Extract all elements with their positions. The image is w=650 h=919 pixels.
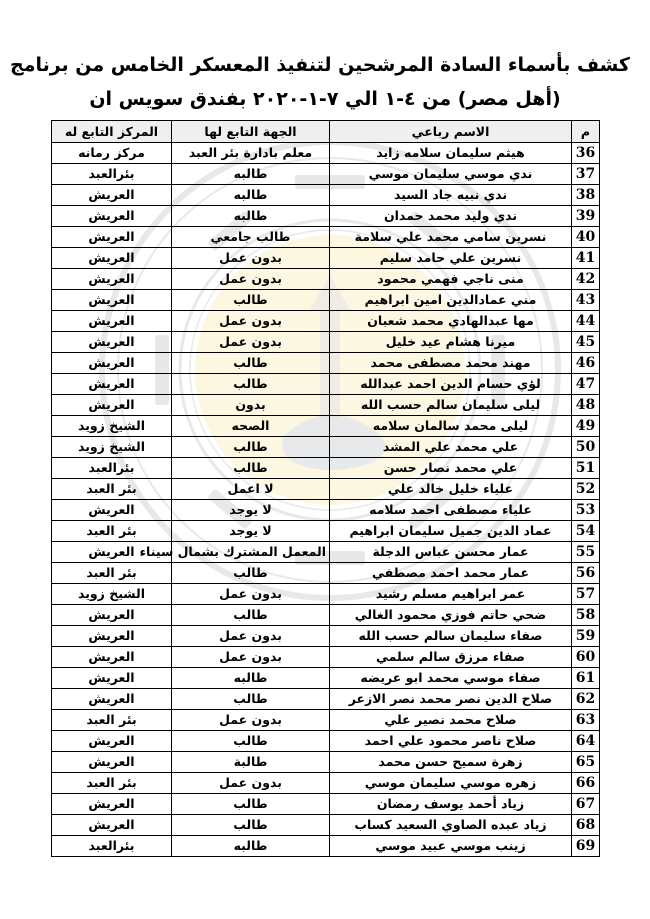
table-row xyxy=(52,563,600,584)
cell-name: صفاء مرزق سالم سلمي xyxy=(330,647,572,668)
table-row xyxy=(52,647,600,668)
cell-center: العريش xyxy=(52,605,172,626)
table-row xyxy=(52,332,600,353)
cell-dept: بدون عمل xyxy=(172,311,330,332)
cell-dept: طالبة xyxy=(172,752,330,773)
cell-name: صفاء سليمان سالم حسب الله xyxy=(330,626,572,647)
cell-center: العريش xyxy=(52,542,172,563)
table-row xyxy=(52,416,600,437)
cell-num: 54 xyxy=(572,521,600,542)
cell-name: عمار محمد احمد مصطفي xyxy=(330,563,572,584)
cell-dept: طالب xyxy=(172,815,330,836)
table-row xyxy=(52,836,600,857)
cell-center: بئر العبد xyxy=(52,479,172,500)
cell-num: 45 xyxy=(572,332,600,353)
cell-dept: طالب xyxy=(172,374,330,395)
cell-dept: طالب xyxy=(172,605,330,626)
table-row xyxy=(52,773,600,794)
table-row xyxy=(52,143,600,164)
cell-num: 38 xyxy=(572,185,600,206)
table-row xyxy=(52,521,600,542)
table-row xyxy=(52,374,600,395)
cell-dept: طالب جامعي xyxy=(172,227,330,248)
cell-num: 53 xyxy=(572,500,600,521)
cell-num: 46 xyxy=(572,353,600,374)
cell-num: 42 xyxy=(572,269,600,290)
cell-name: زياد عبده الصاوي السعيد كساب xyxy=(330,815,572,836)
cell-num: 44 xyxy=(572,311,600,332)
table-row xyxy=(52,395,600,416)
candidates-table xyxy=(51,120,600,857)
cell-name: ليلى محمد سالمان سلامه xyxy=(330,416,572,437)
cell-center: بئر العبد xyxy=(52,521,172,542)
cell-name: صلاح ناصر محمود علي احمد xyxy=(330,731,572,752)
table-row xyxy=(52,185,600,206)
cell-name: زينب موسي عبيد موسي xyxy=(330,836,572,857)
cell-dept: بدون عمل xyxy=(172,332,330,353)
cell-num: 37 xyxy=(572,164,600,185)
cell-dept: طالبه xyxy=(172,668,330,689)
cell-num: 60 xyxy=(572,647,600,668)
cell-dept: طالب xyxy=(172,290,330,311)
cell-name: ندي وليد محمد حمدان xyxy=(330,206,572,227)
cell-num: 36 xyxy=(572,143,600,164)
header-name: الاسم رباعي xyxy=(330,121,572,143)
cell-name: ضحي حاتم فوزي محمود الغالي xyxy=(330,605,572,626)
cell-num: 55 xyxy=(572,542,600,563)
cell-center: العريش xyxy=(52,794,172,815)
cell-num: 65 xyxy=(572,752,600,773)
table-row xyxy=(52,626,600,647)
cell-center: الشيخ زويد xyxy=(52,584,172,605)
cell-name: لؤي حسام الدين احمد عبدالله xyxy=(330,374,572,395)
cell-dept: طالبه xyxy=(172,206,330,227)
table-row xyxy=(52,311,600,332)
cell-dept: طالب xyxy=(172,794,330,815)
cell-center: الشيخ زويد xyxy=(52,437,172,458)
table-row xyxy=(52,710,600,731)
cell-center: بئرالعبد xyxy=(52,164,172,185)
cell-dept: بدون عمل xyxy=(172,626,330,647)
cell-num: 43 xyxy=(572,290,600,311)
cell-num: 47 xyxy=(572,374,600,395)
header-center: المركز التابع له xyxy=(52,121,172,143)
cell-name: صفاء موسي محمد ابو عريضه xyxy=(330,668,572,689)
cell-num: 40 xyxy=(572,227,600,248)
cell-center: العريش xyxy=(52,290,172,311)
cell-name: ندي موسي سليمان موسي xyxy=(330,164,572,185)
cell-center: بئر العبد xyxy=(52,773,172,794)
table-row xyxy=(52,269,600,290)
cell-center: العريش xyxy=(52,815,172,836)
table-row xyxy=(52,458,600,479)
cell-dept: بدون xyxy=(172,395,330,416)
cell-center: العريش xyxy=(52,731,172,752)
cell-dept: طالب xyxy=(172,731,330,752)
cell-dept: طالب xyxy=(172,689,330,710)
cell-center: العريش xyxy=(52,647,172,668)
cell-center: الشيخ زويد xyxy=(52,416,172,437)
cell-name: صلاح محمد نصير علي xyxy=(330,710,572,731)
cell-center: بئرالعبد xyxy=(52,458,172,479)
table-row xyxy=(52,731,600,752)
cell-num: 57 xyxy=(572,584,600,605)
cell-center: بئرالعبد xyxy=(52,836,172,857)
header-dept: الجهة التابع لها xyxy=(172,121,330,143)
cell-num: 49 xyxy=(572,416,600,437)
cell-name: ليلى سليمان سالم حسب الله xyxy=(330,395,572,416)
cell-num: 41 xyxy=(572,248,600,269)
cell-dept: لا اعمل xyxy=(172,479,330,500)
table-row xyxy=(52,164,600,185)
cell-num: 51 xyxy=(572,458,600,479)
cell-center: العريش xyxy=(52,395,172,416)
cell-dept: بدون عمل xyxy=(172,710,330,731)
cell-dept: لا يوجد xyxy=(172,500,330,521)
table-row xyxy=(52,437,600,458)
cell-num: 68 xyxy=(572,815,600,836)
cell-dept: الصحه xyxy=(172,416,330,437)
cell-dept: طالبه xyxy=(172,836,330,857)
page-title: كشف بأسماء السادة المرشحين لتنفيذ المعسكر الخامس من برنامج xyxy=(10,54,630,76)
cell-num: 50 xyxy=(572,437,600,458)
cell-name: نسرين علي حامد سليم xyxy=(330,248,572,269)
cell-dept: بدون عمل xyxy=(172,773,330,794)
cell-dept: طالب xyxy=(172,458,330,479)
cell-name: ميرنا هشام عيد خليل xyxy=(330,332,572,353)
cell-center: العريش xyxy=(52,185,172,206)
table-row xyxy=(52,689,600,710)
cell-dept: بدون عمل xyxy=(172,269,330,290)
table-row xyxy=(52,353,600,374)
table-row xyxy=(52,605,600,626)
table-row xyxy=(52,752,600,773)
cell-name: علي محمد نصار حسن xyxy=(330,458,572,479)
cell-num: 61 xyxy=(572,668,600,689)
cell-num: 63 xyxy=(572,710,600,731)
cell-num: 64 xyxy=(572,731,600,752)
cell-num: 67 xyxy=(572,794,600,815)
page-subtitle: (أهل مصر) من ٤-١ الي ٧-١-٢٠٢٠ بفندق سويس ان xyxy=(89,88,561,110)
cell-name: هيثم سليمان سلامه زايد xyxy=(330,143,572,164)
cell-dept: المعمل المشترك بشمال سيناء xyxy=(172,542,330,563)
table-row xyxy=(52,227,600,248)
cell-center: العريش xyxy=(52,206,172,227)
cell-dept: طالب xyxy=(172,353,330,374)
table-row xyxy=(52,206,600,227)
cell-name: زهرة سميح حسن محمد xyxy=(330,752,572,773)
cell-dept: بدون عمل xyxy=(172,584,330,605)
cell-num: 39 xyxy=(572,206,600,227)
cell-center: العريش xyxy=(52,227,172,248)
cell-num: 48 xyxy=(572,395,600,416)
cell-dept: طالب xyxy=(172,563,330,584)
cell-dept: طالبه xyxy=(172,185,330,206)
table-row xyxy=(52,500,600,521)
cell-num: 62 xyxy=(572,689,600,710)
cell-center: بئر العبد xyxy=(52,710,172,731)
cell-name: زياد أحمد يوسف رمضان xyxy=(330,794,572,815)
cell-name: علياء خليل خالد علي xyxy=(330,479,572,500)
table-row xyxy=(52,248,600,269)
cell-center: العريش xyxy=(52,353,172,374)
cell-dept: لا يوجد xyxy=(172,521,330,542)
cell-name: نسرين سامي محمد علي سلامة xyxy=(330,227,572,248)
cell-name: منى ناجي فهمي محمود xyxy=(330,269,572,290)
cell-center: مركز رمانه xyxy=(52,143,172,164)
header-num: م xyxy=(572,121,600,143)
table-row xyxy=(52,815,600,836)
cell-dept: بدون عمل xyxy=(172,647,330,668)
table-row xyxy=(52,794,600,815)
cell-name: علياء مصطفى احمد سلامه xyxy=(330,500,572,521)
cell-center: العريش xyxy=(52,626,172,647)
cell-center: العريش xyxy=(52,332,172,353)
table-row xyxy=(52,542,600,563)
cell-name: عماد الدين جميل سليمان ابراهيم xyxy=(330,521,572,542)
table-row xyxy=(52,668,600,689)
table-row xyxy=(52,584,600,605)
cell-name: عمار محسن عباس الدجلة xyxy=(330,542,572,563)
table-row xyxy=(52,479,600,500)
cell-dept: طالب xyxy=(172,437,330,458)
cell-num: 58 xyxy=(572,605,600,626)
cell-num: 59 xyxy=(572,626,600,647)
cell-center: العريش xyxy=(52,248,172,269)
cell-num: 52 xyxy=(572,479,600,500)
cell-name: صلاح الدين نصر محمد نصر الازعر xyxy=(330,689,572,710)
cell-center: العريش xyxy=(52,311,172,332)
cell-name: مها عبدالهادي محمد شعبان xyxy=(330,311,572,332)
cell-center: بئر العبد xyxy=(52,563,172,584)
cell-center: العريش xyxy=(52,668,172,689)
cell-center: العريش xyxy=(52,689,172,710)
cell-name: ندي نبيه جاد السيد xyxy=(330,185,572,206)
cell-name: علي محمد علي المشد xyxy=(330,437,572,458)
table-header-row xyxy=(52,121,600,143)
cell-center: العريش xyxy=(52,752,172,773)
cell-num: 66 xyxy=(572,773,600,794)
cell-name: مهند محمد مصطفى محمد xyxy=(330,353,572,374)
table-body xyxy=(52,143,600,857)
cell-name: مني عمادالدين امين ابراهيم xyxy=(330,290,572,311)
cell-center: العريش xyxy=(52,269,172,290)
cell-dept: طالبه xyxy=(172,164,330,185)
cell-dept: معلم بادارة بئر العبد xyxy=(172,143,330,164)
cell-num: 56 xyxy=(572,563,600,584)
cell-name: زهره موسي سليمان موسي xyxy=(330,773,572,794)
cell-num: 69 xyxy=(572,836,600,857)
cell-dept: بدون عمل xyxy=(172,248,330,269)
table-row xyxy=(52,290,600,311)
cell-name: عمر ابراهيم مسلم رشيد xyxy=(330,584,572,605)
cell-center: العريش xyxy=(52,374,172,395)
cell-center: العريش xyxy=(52,500,172,521)
